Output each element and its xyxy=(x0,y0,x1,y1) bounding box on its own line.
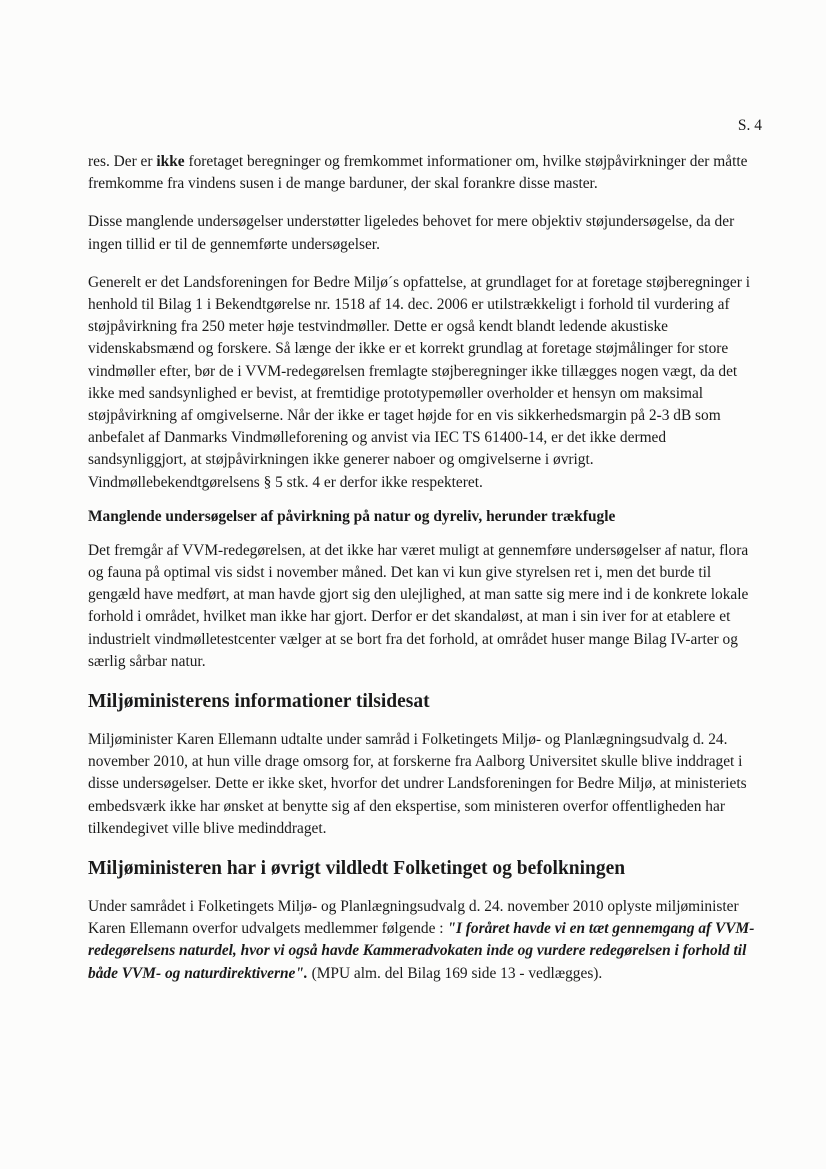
paragraph-6-start: Under samrådet i Folketingets Miljø- og Planlægningsudvalg d. 24. november 2010 oplyste miljøminister Karen Ellemann overfor udvalgets medlemmer følgende : xyxy=(88,898,739,938)
paragraph-6 xyxy=(88,896,756,985)
paragraph-3: Generelt er det Landsforeningen for Bedre Miljø´s opfattelse, at grundlaget for at foretage støjberegninger i henhold til Bilag 1 i Bekendtgørelse nr. 1518 af 14. dec. 2006 er utilstrækkeligt i forhold til vurdering af støjpåvirkning fra 250 meter høje testvindmøller. Dette er også kendt blandt ledende akustiske videnskabsmænd og forskere. Så længe der ikke er et korrekt grundlag at foretage støjmålinger for store vindmøller efter, bør de i VVM-redegørelsen fremlagte støjberegninger ikke tillægges nogen vægt, da det ikke med sandsynlighed er bevist, at fremtidige prototypemøller overholder et hensyn om maksimal støjpåvirkning af omgivelserne. Når der ikke er taget højde for en vis sikkerhedsmargin på 2-3 dB som anbefalet af Danmarks Vindmølleforening og anvist via IEC TS 61400-14, er det ikke dermed sandsynliggjort, at støjpåvirkningen ikke generer naboer og omgivelserne i øvrigt. Vindmøllebekendtgørelsens § 5 stk. 4 er derfor ikke respekteret. xyxy=(88,273,750,491)
paragraph-5: Miljøminister Karen Ellemann udtalte under samråd i Folketingets Miljø- og Planlægningsudvalg d. 24. november 2010, at hun ville drage omsorg for, at forskerne fra Aalborg Universitet skulle blive inddraget i disse undersøgelser. Dette er ikke sket, hvorfor det undrer Landsforeningen for Bedre Miljø, at ministeriets embedsværk ikke har ønsket at benytte sig af den ekspertise, som ministeren overfor offentligheden har tilkendegivet ville blive medinddraget. xyxy=(88,731,747,837)
paragraph-1-end: foretaget beregninger og fremkommet informationer om, hvilke støjpåvirkninger der måtte fremkomme fra vindens susen i de mange barduner, der skal forankre disse master. xyxy=(88,153,748,193)
section-heading-minister-misled: Miljøministeren har i øvrigt vildledt Folketinget og befolkningen xyxy=(88,858,626,880)
paragraph-1-start: res. Der er xyxy=(88,153,157,170)
paragraph-6-end: (MPU alm. del Bilag 169 side 13 - vedlægges). xyxy=(307,964,603,982)
section-heading-nature: Manglende undersøgelser af påvirkning på natur og dyreliv, herunder trækfugle xyxy=(88,507,616,525)
minister-quote: "I foråret havde vi en tæt gennemgang af VVM-redegørelsens naturdel, hvor vi også havde Kammeradvokaten inde og vurdere redegørelsen i forhold til både VVM- og naturdirektiverne". xyxy=(88,920,755,982)
document-body xyxy=(88,151,756,1001)
page-number: S. 4 xyxy=(737,117,762,134)
paragraph-2: Disse manglende undersøgelser understøtter ligeledes behovet for mere objektiv støjundersøgelse, da der ingen tillid er til de gennemførte undersøgelser. xyxy=(88,213,735,253)
section-heading-minister-information: Miljøministerens informationer tilsidesat xyxy=(88,691,430,713)
paragraph-4: Det fremgår af VVM-redegørelsen, at det ikke har været muligt at gennemføre undersøgelser af natur, flora og fauna på optimal vis sidst i november måned. Det kan vi kun give styrelsen ret i, men det burde til gengæld have medført, at man havde gjort sig den ulejlighed, at man satte sig mere ind i de konkrete lokale forhold i området, hvilket man ikke har gjort. Derfor er det skandaløst, at man i sin iver for at etablere et industrielt vindmølletestcenter vælger at se bort fra det forhold, at området huser mange Bilag IV-arter og særlig sårbar natur. xyxy=(88,541,749,670)
emphasis-ikke: ikke xyxy=(156,153,185,170)
paragraph-1 xyxy=(88,151,756,195)
